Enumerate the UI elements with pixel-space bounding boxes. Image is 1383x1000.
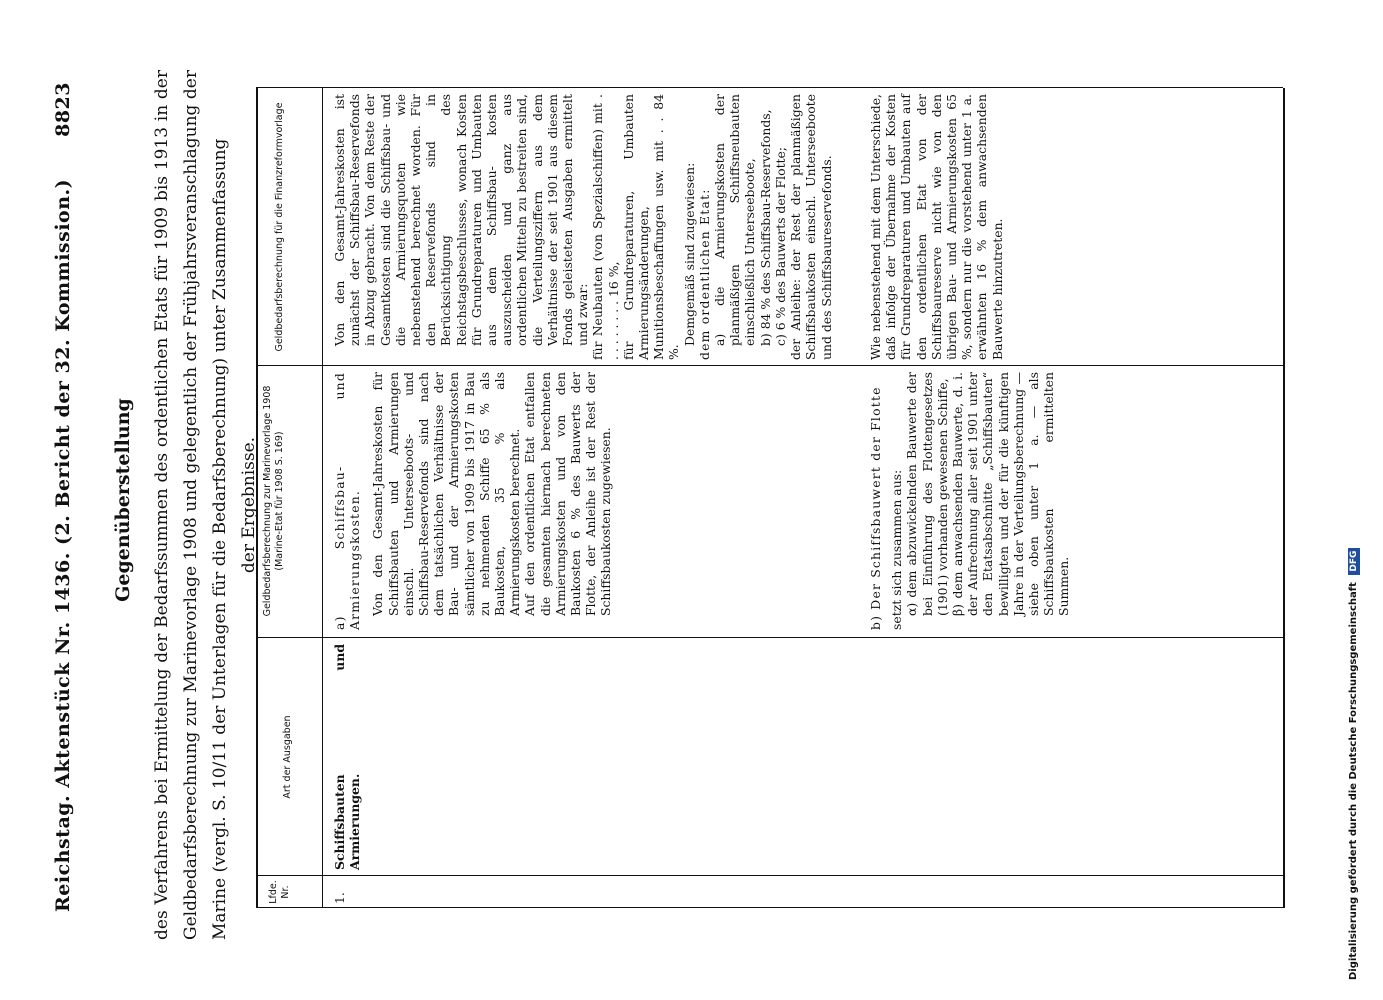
table-bottom-rule [1283,88,1285,908]
finanz-paragraph-3: dem ordentlichen Etat: [696,188,712,360]
finanz-item-neubauten: für Neubauten (von Spezialschiffen) mit . . . . . . . . . 16 %, [590,94,621,360]
page-number: 8823 [52,82,74,137]
finanz-item-grundreparaturen: für Grundreparaturen, Umbauten Armierungsänderungen, Munitionsbeschaffungen usw. mit . . 84 %. [620,94,682,360]
stamp-text: Digitalisierung gefördert durch die Deutsche Forschungsgemeinschaft [1348,582,1359,980]
marine-a-paragraph-2: Auf den ordentlichen Etat entfallen die gesamten hiernach berechneten Armierungskosten und von den Baukosten 6 % des Bauwerts der Flotte, der Anleihe ist der Rest der Schiffsbaukosten zugewiesen. [522,372,614,616]
marine-column-cell [332,372,614,630]
table-left-rule [256,907,1283,908]
finanz-paragraph-4: der Anleihe: der Rest der planmäßigen Schiffsbaukosten einschl. Unterseeboote und des Schiffsbaureservefonds. [788,94,834,360]
column-divider-art [256,637,1283,638]
marine-b-intro: setzt sich zusammen aus: [889,469,905,630]
finanz-item-a: a) die Armierungskosten der planmäßigen Schiffsneubauten einschließlich Unterseeboote, [712,94,758,346]
finanz-item-b: b) 84 % des Schiffsbau-Reservefonds, [757,109,773,346]
header-title: Reichstag. Aktenstück Nr. 1436. (2. Bericht der 32. Kommission.) [52,178,74,912]
header-art: Art der Ausgaben [282,715,293,799]
row-category: Schiffsbauten und Armierungen. [332,644,363,870]
intro-text: des Verfahrens bei Ermittelung der Bedarfssummen des ordentlichen Etats für 1909 bis 1913 in der Geldbedarfsberechnung zur Marinevorlage 1908 und gelegentlich der Frühjahrsveranschlagung der Marine (vergl. S. 10/11 der Unterlagen für die Bedarfsberechnung) unter Zusammenfassung [152,70,230,940]
dfg-logo: DFG [1348,548,1360,575]
marine-b-beta: β) dem anwachsenden Bauwerte, d. i. der Aufrechnung aller seit 1901 unter den Etatsabschnitte „Schiffsbauten“ bewilligten und der für die künftigen Jahre in der Verteilungsberechnung — siehe oben unter 1 a. — als Schiffsbaukosten ermittelten Summen. [950,372,1072,616]
header-finanz: Geldbedarfsberechnung für die Finanzreformvorlage [274,102,285,352]
finanz-item-c: c) 6 % des Bauwerts der Flotte; [772,146,788,346]
finanz-column-cell-b [868,94,1005,360]
finanz-column-cell [332,94,834,360]
marine-b-alpha: α) dem abzuwickelnden Bauwerte der bei Einführung des Flottengesetzes (1901) vorhanden gewesenen Schiffe, [904,372,950,616]
header-nr: Lfde. Nr. [268,880,291,904]
marine-a-paragraph-1: Von den Gesamt-Jahreskosten für Schiffsbauten und Armierungen einschl. Unterseeboots- und Schiffsbau-Reservefonds sind nach dem tatsächlichen Verhältnisse der Bau- und der Armierungskosten sämtlicher von 1909 bis 1917 in Bau zu nehmenden Schiffe 65 % als Baukosten, 35 % als Armierungskosten berechnet. [370,372,523,616]
page-header [52,82,80,912]
finanz-paragraph-2: Demgemäß sind zugewiesen: [681,162,697,346]
header-marine: Geldbedarfsberechnung zur Marinevorlage 1908 (Marine-Etat für 1908 S. 169) [262,385,285,617]
intro-last-line: der Ergebnisse. [239,436,259,574]
table-right-rule [256,87,1283,88]
document-title: Gegenüberstellung [112,398,134,602]
table-top-rule [256,88,258,908]
column-divider-nr [256,875,1283,876]
row-number: 1. [332,892,347,904]
digitization-stamp [1348,548,1360,980]
finanz-paragraph-5: Wie nebenstehend mit dem Unterschiede, daß infolge der Übernahme der Kosten für Grundreparaturen und Umbauten auf den ordentlichen Etat von der Schiffsbaureserve nicht wie von den übrigen Bau- und Armierungskosten 65 %, sondern nur die vorstehend unter 1 a. erwähnten 16 % dem anwachsenden Bauwerte hinzutreten. [868,94,1005,360]
marine-b-title: b) Der Schiffsbauwert der Flotte [868,386,883,630]
finanz-paragraph-1: Von den Gesamt-Jahreskosten ist zunächst der Schiffsbau-Reservefonds in Abzug gebracht. Von dem Reste der Gesamtkosten sind die Schiffsbau- und die Armierungsquoten wie nebenstehend berechnet worden. Für den Reservefonds sind in Berücksichtigung des Reichstagsbeschlusses, wonach Kosten für Grundreparaturen und Umbauten aus dem Schiffsbau- kosten auszuscheiden und ganz aus ordentlichen Mitteln zu bestreiten sind, die Verteilungsziffern aus dem Verhältnisse der seit 1901 aus diesem Fonds geleisteten Ausgaben ermittelt und zwar: [332,94,591,346]
column-divider-marine [256,365,1283,366]
marine-a-title: a) Schiffsbau- und Armierungskosten. [332,372,363,630]
intro-paragraph [148,70,264,940]
marine-column-cell-b [868,372,1072,630]
table-header-rule [322,88,323,908]
